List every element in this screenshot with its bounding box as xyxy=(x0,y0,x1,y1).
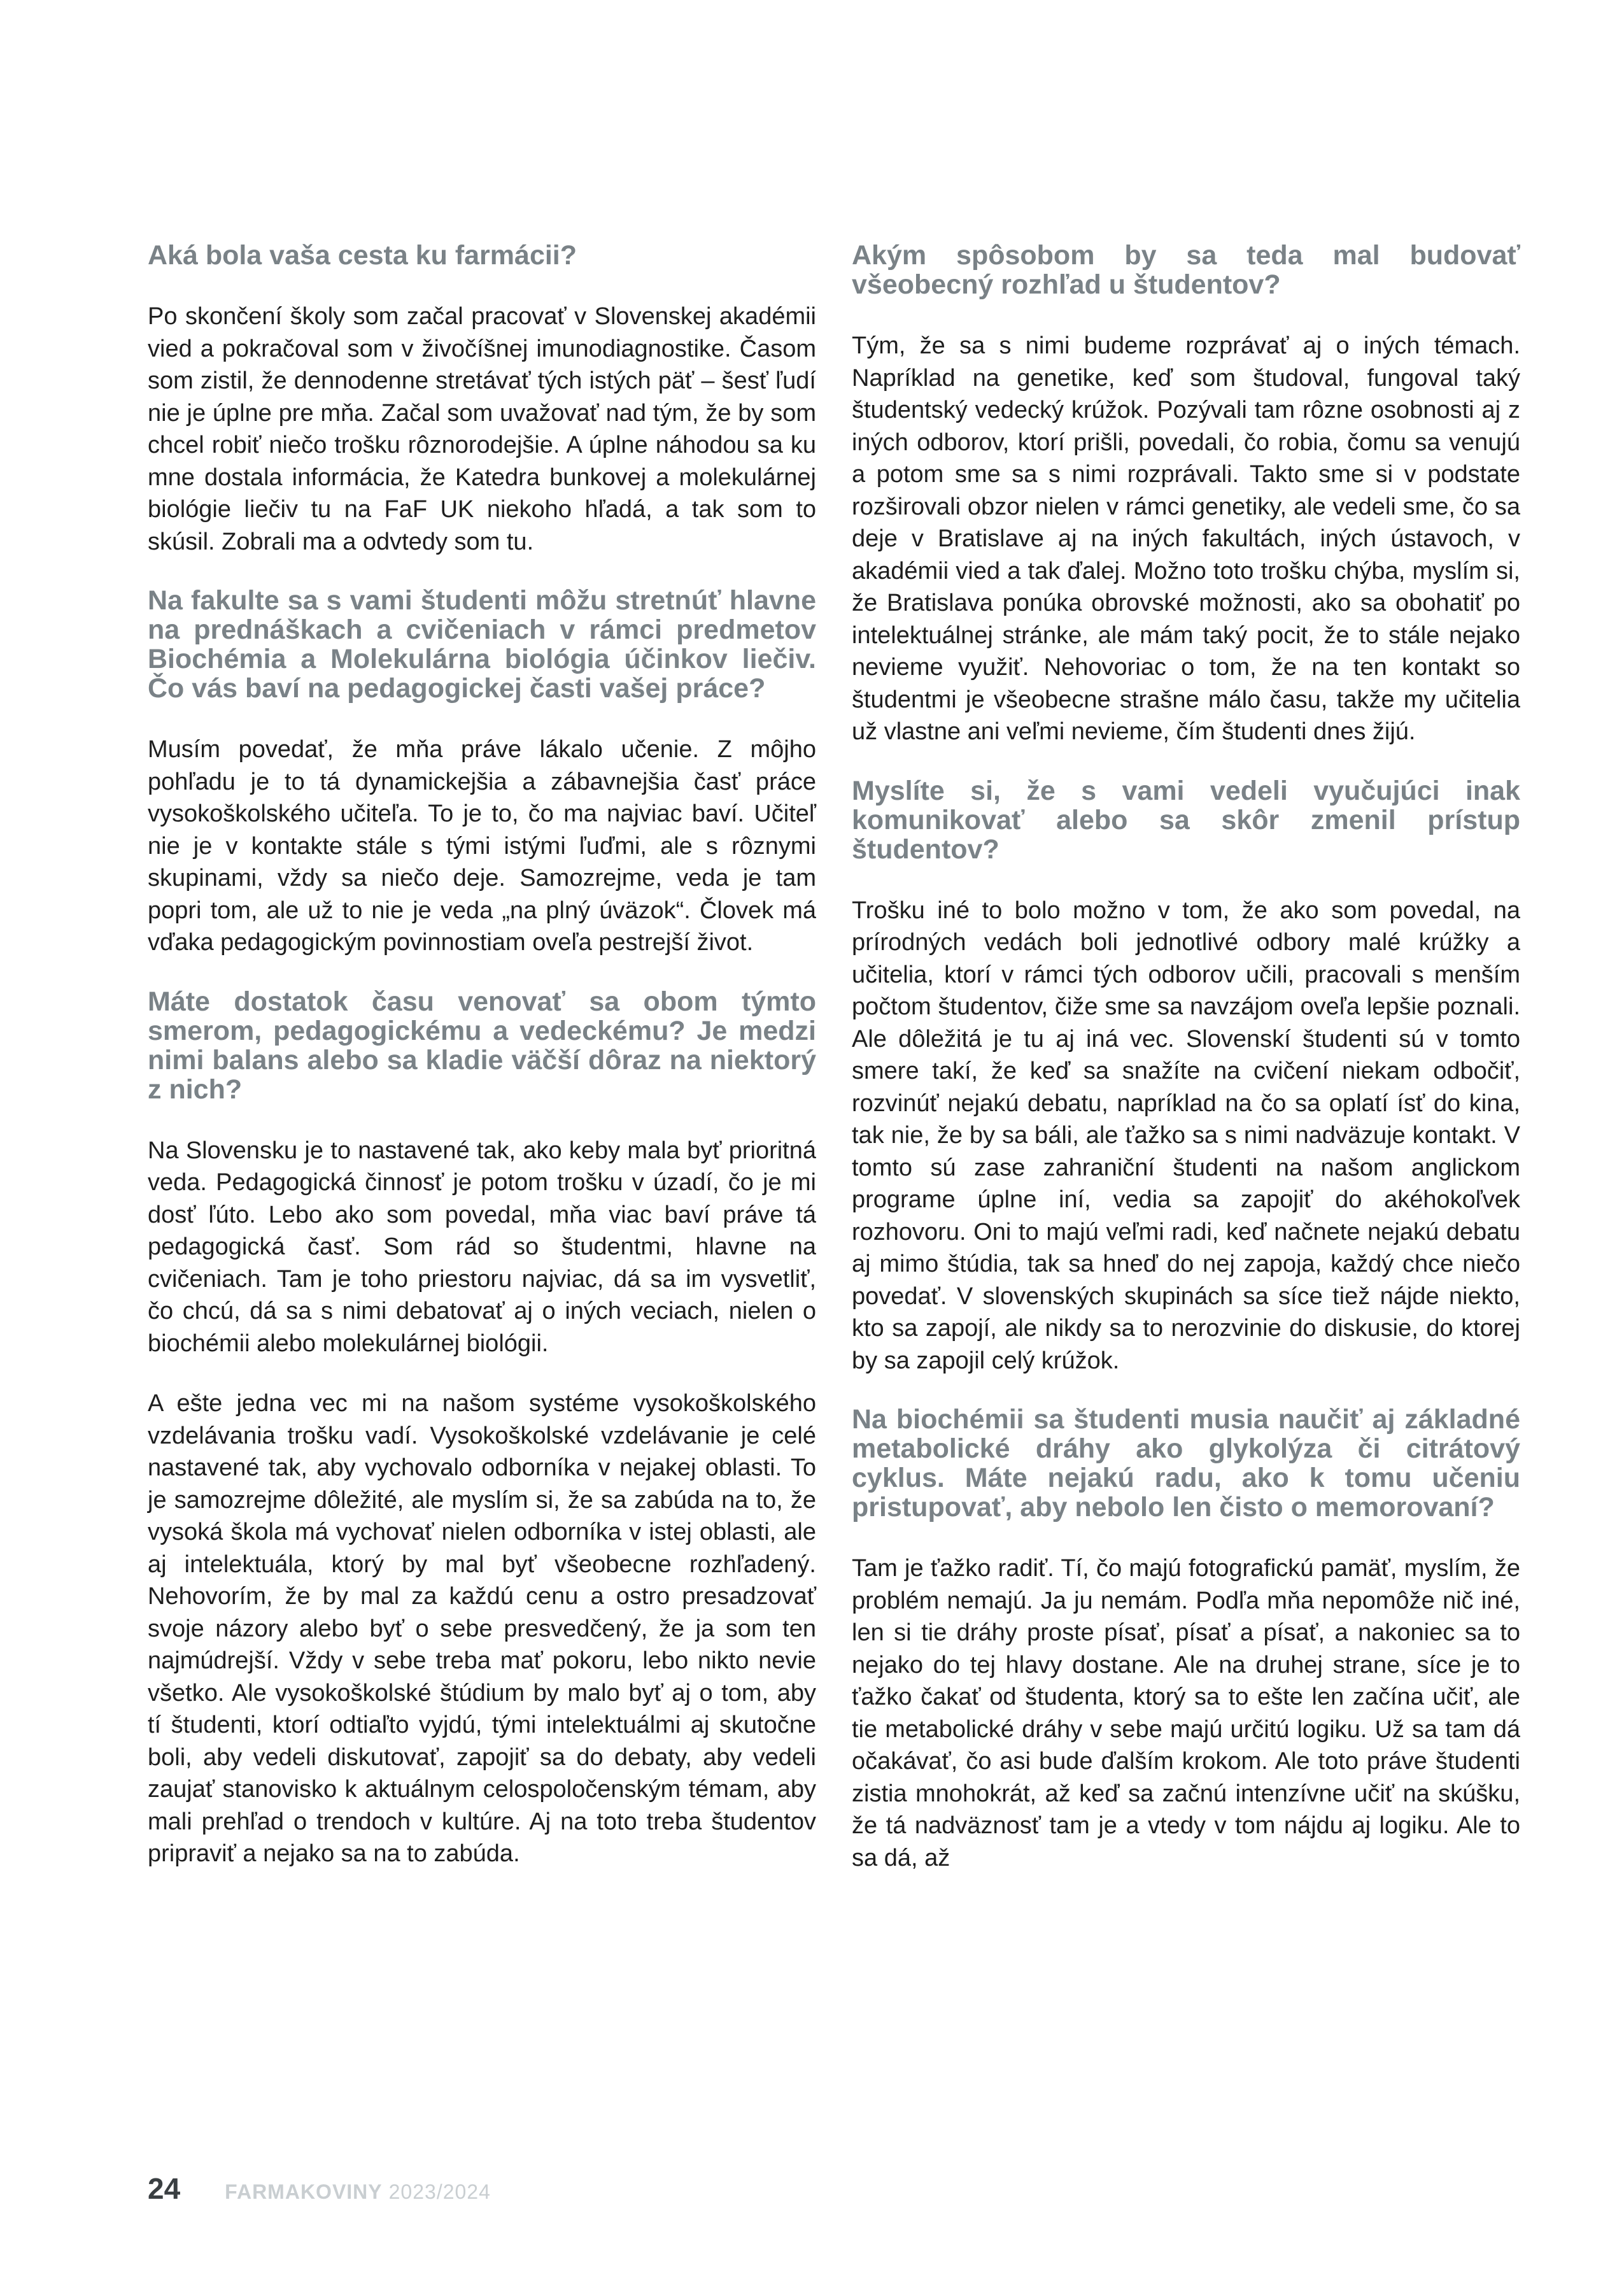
magazine-title xyxy=(225,2180,491,2204)
left-column xyxy=(148,241,816,1898)
page-footer xyxy=(148,2171,491,2210)
question-heading: Aká bola vaša cesta ku farmácii? xyxy=(148,240,577,271)
answer-paragraph: Tam je ťažko radiť. Tí, čo majú fotografickú pamäť, myslím, že problém nemajú. Ja ju nemám. Podľa mňa nepomôže nič iné, len si tie dráhy proste písať, písať a písať, a nakoniec sa to nejako do tej hlavy dostane. Ale na druhej strane, síce je to ťažko čakať od študenta, ktorý sa to ešte len začína učiť, ale tie metabolické dráhy v sebe majú určitú logiku. Už sa tam dá očakávať, čo asi bude ďalším krokom. Ale toto práve študenti zistia mnohokrát, až keď sa začnú intenzívne učiť na skúšku, že tá nadväznosť tam je a vtedy v tom nájdu aj logiku. Ale to sa dá, až xyxy=(852,1555,1520,1871)
question-heading: Akým spôsobom by sa teda mal budovať všeobecný rozhľad u študentov? xyxy=(852,240,1520,300)
answer-paragraph: Po skončení školy som začal pracovať v Slovenskej akadémii vied a pokračoval som v živočíšnej imunodiagnostike. Časom som zistil, že dennodenne stretávať tých istých päť – šesť ľudí nie je úplne pre mňa. Začal som uvažovať nad tým, že by som chcel robiť niečo trošku rôznorodejšie. A úplne náhodou sa ku mne dostala informácia, že Katedra bunkovej a molekulárnej biológie liečiv tu na FaF UK niekoho hľadá, a tak som to skúsil. Zobrali ma a odvtedy som tu. xyxy=(148,303,816,555)
question-heading: Na biochémii sa študenti musia naučiť aj základné metabolické dráhy ako glykolýza či citrátový cyklus. Máte nejakú radu, ako k tomu učeniu pristupovať, aby nebolo len čisto o memorovaní? xyxy=(852,1404,1520,1523)
right-column xyxy=(852,241,1520,1902)
page-number: 24 xyxy=(148,2172,181,2205)
question-heading: Na fakulte sa s vami študenti môžu stretnúť hlavne na prednáškach a cvičeniach v rámci predmetov Biochémia a Molekulárna biológia účinkov liečiv. Čo vás baví na pedagogickej časti vašej práce? xyxy=(148,585,816,704)
magazine-year: 2023/2024 xyxy=(388,2180,491,2203)
answer-paragraph: Tým, že sa s nimi budeme rozprávať aj o iných témach. Napríklad na genetike, keď som študoval, fungoval taký študentský vedecký krúžok. Pozývali tam rôzne osobnosti aj z iných odborov, ktorí prišli, povedali, čo robia, čomu sa venujú a potom sme sa s nimi rozprávali. Takto sme si v podstate rozširovali obzor nielen v rámci genetiky, ale vedeli sme, čo sa deje v Bratislave aj na iných fakultách, iných ústavoch, v akadémii vied a tak ďalej. Možno toto trošku chýba, myslím si, že Bratislava ponúka obrovské možnosti, ako sa obohatiť po intelektuálnej stránke, ale mám taký pocit, že to stále nejako nevieme využiť. Nehovoriac o tom, že na ten kontakt so študentmi je všeobecne strašne málo času, takže my učitelia už vlastne ani veľmi nevieme, čím študenti dnes žijú. xyxy=(852,332,1520,745)
answer-paragraph: Na Slovensku je to nastavené tak, ako keby mala byť prioritná veda. Pedagogická činnosť je potom trošku v úzadí, čo je mi dosť ľúto. Lebo ako som povedal, mňa viac baví práve tá pedagogická časť. Som rád so študentmi, hlavne na cvičeniach. Tam je toho priestoru najviac, dá sa im vysvetliť, čo chcú, dá sa s nimi debatovať aj o iných veciach, nielen o biochémii alebo molekulárnej biológii. xyxy=(148,1137,816,1357)
answer-paragraph: A ešte jedna vec mi na našom systéme vysokoškolského vzdelávania trošku vadí. Vysokoškolské vzdelávanie je celé nastavené tak, aby vychovalo odborníka v nejakej oblasti. To je samozrejme dôležité, ale myslím si, že sa zabúda na to, že vysoká škola má vychovať nielen odborníka v istej oblasti, ale aj intelektuála, ktorý by mal byť všeobecne rozhľadený. Nehovorím, že by mal za každú cenu a ostro presadzovať svoje názory alebo byť o sebe presvedčený, že ja som ten najmúdrejší. Vždy v sebe treba mať pokoru, lebo nikto nevie všetko. Ale vysokoškolské štúdium by malo byť aj o tom, aby tí študenti, ktorí odtiaľto vyjdú, tými intelektuálmi aj skutočne boli, aby vedeli diskutovať, zapojiť sa do debaty, aby vedeli zaujať stanovisko k aktuálnym celospoločenským témam, aby mali prehľad o trendoch v kultúre. Aj na toto treba študentov pripraviť a nejako sa na to zabúda. xyxy=(148,1390,816,1867)
answer-paragraph: Trošku iné to bolo možno v tom, že ako som povedal, na prírodných vedách boli jednotlivé odbory malé krúžky a učitelia, ktorí v rámci tých odborov učili, pracovali s menším počtom študentov, čiže sme sa navzájom oveľa lepšie poznali. Ale dôležitá je tu aj iná vec. Slovenskí študenti sú v tomto smere takí, že keď sa snažíte na cvičení niekam odbočiť, rozvinúť nejakú debatu, napríklad na čo sa oplatí ísť do kina, tak nie, že by sa báli, ale ťažko sa s nimi nadväzuje kontakt. V tomto sú zase zahraniční študenti na našom anglickom programe úplne iní, vedia sa zapojiť do akéhokoľvek rozhovoru. Oni to majú veľmi radi, keď načnete nejakú debatu aj mimo štúdia, tak sa hneď do nej zapoja, každý chce niečo povedať. V slovenských skupinách sa síce tiež nájde niekto, kto sa zapojí, ale nikdy sa to nerozvinie do diskusie, do ktorej by sa zapojil celý krúžok. xyxy=(852,897,1520,1374)
question-heading: Myslíte si, že s vami vedeli vyučujúci inak komunikovať alebo sa skôr zmenil prístup študentov? xyxy=(852,775,1520,865)
answer-paragraph: Musím povedať, že mňa práve lákalo učenie. Z môjho pohľadu je to tá dynamickejšia a zábavnejšia časť práce vysokoškolského učiteľa. To je to, čo ma najviac baví. Učiteľ nie je v kontakte stále s tými istými ľuďmi, ale s rôznymi skupinami, vždy sa niečo deje. Samozrejme, veda je tam popri tom, ale už to nie je veda „na plný úväzok“. Človek má vďaka pedagogickým povinnostiam oveľa pestrejší život. xyxy=(148,736,816,956)
question-heading: Máte dostatok času venovať sa obom týmto smerom, pedagogickému a vedeckému? Je medzi nimi balans alebo sa kladie väčší dôraz na niektorý z nich? xyxy=(148,986,816,1105)
magazine-name: FARMAKOVINY xyxy=(225,2180,383,2203)
